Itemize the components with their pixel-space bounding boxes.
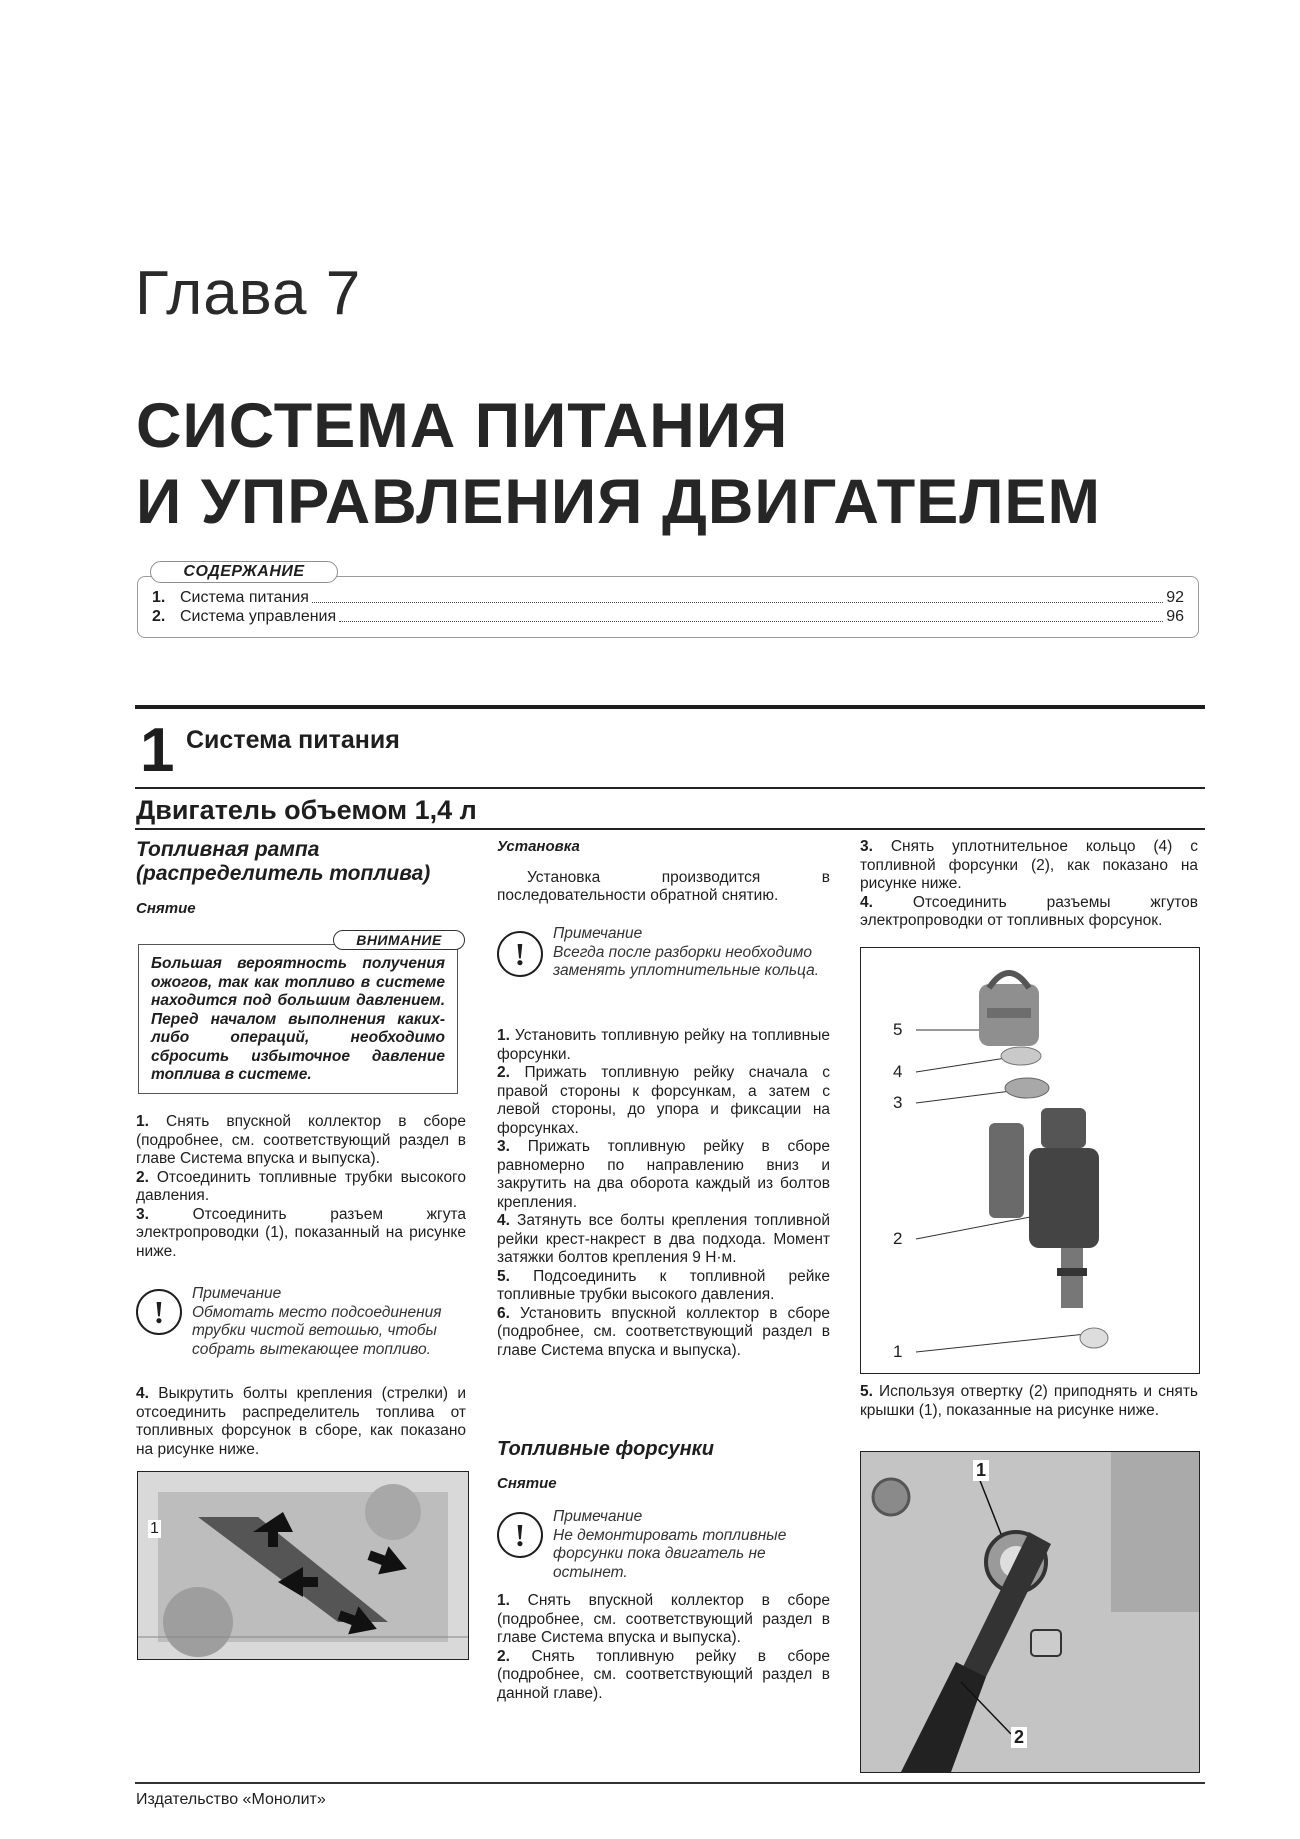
note-text (192, 1285, 467, 1359)
step-number: 1. (497, 1027, 510, 1044)
toc-item-title: Система питания (180, 589, 309, 606)
step-number: 3. (497, 1138, 510, 1155)
injector-figure (860, 947, 1200, 1374)
toc-leader-dots (312, 588, 1163, 603)
column-2-steps2 (497, 1592, 830, 1703)
column-3-step5 (860, 1383, 1198, 1420)
removal-heading: Снятие (497, 1475, 557, 1492)
step-number: 1. (497, 1592, 510, 1609)
toc-item-page: 92 (1166, 589, 1184, 606)
step-text: Установить впускной коллектор в сборе (подробнее, см. соответствующий раздел в главе Система впуска и выпуска). (497, 1304, 830, 1359)
fuel-rail-figure (137, 1471, 469, 1660)
step-text: Выкрутить болты крепления (стрелки) и отсоединить распределитель топлива от топливных форсунок в сборе, как показано на рисунке ниже. (136, 1385, 466, 1458)
chapter-title-line2: И УПРАВЛЕНИЯ ДВИГАТЕЛЕМ (136, 467, 1101, 537)
footer-publisher: Издательство «Монолит» (136, 1791, 326, 1808)
step-number: 2. (497, 1064, 510, 1081)
install-heading: Установка (497, 838, 580, 855)
section-number: 1 (140, 716, 175, 785)
note-text (553, 1508, 831, 1582)
step-text: Отсоединить разъем жгута электропроводки (1), показанный на рисунке ниже. (136, 1205, 466, 1260)
step-text: Снять уплотнительное кольцо (4) с топливной форсунки (2), как показано на рисунке ниже. (860, 838, 1198, 892)
step-text: Отсоединить разъемы жгутов электропроводки от топливных форсунок. (860, 893, 1198, 929)
step-text: Используя отвертку (2) приподнять и снять крышки (1), показанные на рисунке ниже. (860, 1383, 1198, 1419)
callout-2: 2 (1011, 1727, 1027, 1748)
removal-heading: Снятие (136, 900, 196, 917)
warning-tag: ВНИМАНИЕ (333, 930, 465, 950)
step-number: 3. (136, 1205, 149, 1223)
step-text: Снять топливную рейку в сборе (подробнее, см. соответствующий раздел в данной главе). (497, 1647, 831, 1702)
step-text: Прижать топливную рейку в сборе равномерно по направлению вниз и закрутить на два оборота каждый из болтов крепления. (497, 1138, 831, 1211)
exclamation-icon: ! (136, 1289, 182, 1335)
fuel-rail-illustration (138, 1472, 468, 1659)
warning-box (138, 944, 458, 1094)
subsection-rule (135, 828, 1205, 830)
toc-leader-dots (339, 607, 1163, 622)
note-label: Примечание (553, 1508, 643, 1525)
column-3-steps (860, 838, 1198, 931)
chapter-title (136, 388, 1216, 540)
toc-heading: СОДЕРЖАНИЕ (150, 561, 338, 583)
step-number: 3. (860, 838, 873, 855)
column-1-steps (136, 1113, 466, 1261)
step-number: 5. (860, 1383, 873, 1400)
step-text: Снять впускной коллектор в сборе (подробнее, см. соответствующий раздел в главе Система впуска и выпуска). (136, 1113, 466, 1167)
column-1-step4 (136, 1385, 466, 1459)
step-number: 2. (497, 1647, 510, 1665)
column-2-injectors (497, 1437, 830, 1494)
screwdriver-figure (860, 1451, 1200, 1773)
install-text: Установка производится в последовательности обратной снятию. (497, 868, 830, 904)
column-1-head (136, 838, 466, 919)
warning-text: Большая вероятность получения ожогов, так как топливо в системе находится под большим давлением. Перед началом выполнения каких-либо операций, необходимо сбросить избыточное давление топлива в системе. (151, 955, 445, 1083)
callout-3: 3 (893, 1093, 903, 1112)
toc-item-title: Система управления (180, 608, 337, 625)
note-label: Примечание (553, 925, 643, 942)
toc-item-number: 1. (152, 589, 166, 606)
step-text: Прижать топливную рейку сначала с правой стороны к форсункам, а затем с левой стороны, до упора и фиксации на форсунках. (497, 1064, 830, 1137)
note-body: Обмотать место подсоединения трубки чистой ветошью, чтобы собрать вытекающее топливо. (192, 1303, 442, 1358)
callout-4: 4 (893, 1062, 903, 1081)
toc-item-page: 96 (1166, 608, 1184, 625)
injector-illustration (861, 948, 1199, 1373)
callout-1: 1 (973, 1460, 989, 1481)
step-text: Установить топливную рейку на топливные форсунки. (497, 1027, 830, 1063)
step-number: 2. (136, 1168, 149, 1186)
chapter-title-line1: СИСТЕМА ПИТАНИЯ (136, 391, 789, 461)
fuel-rail-heading-line2: (распределитель топлива) (136, 862, 431, 885)
step-number: 4. (497, 1212, 510, 1229)
callout-2: 2 (893, 1229, 903, 1248)
fuel-rail-heading-line1: Топливная рампа (136, 838, 320, 861)
step-number: 4. (860, 893, 873, 911)
note-body: Всегда после разборки необходимо заменять уплотнительные кольца. (553, 943, 820, 979)
exclamation-icon: ! (497, 1512, 543, 1558)
step-text: Подсоединить к топливной рейке топливные трубки высокого давления. (497, 1267, 830, 1303)
step-number: 6. (497, 1304, 510, 1322)
note-body: Не демонтировать топливные форсунки пока двигатель не остынет. (553, 1526, 787, 1581)
callout-1: 1 (893, 1342, 903, 1361)
step-text: Затянуть все болты крепления топливной рейки крест-накрест в два подхода. Момент затяжки болтов крепления 9 Н·м. (497, 1212, 831, 1266)
screwdriver-illustration (861, 1452, 1199, 1772)
note-label: Примечание (192, 1285, 282, 1302)
figure-callout-label: 1 (150, 1520, 159, 1537)
footer-rule (135, 1782, 1205, 1784)
callout-5: 5 (893, 1020, 903, 1039)
section-title: Система питания (186, 726, 400, 754)
step-number: 4. (136, 1385, 149, 1402)
chapter-label: Глава 7 (135, 259, 362, 328)
subsection-title: Двигатель объемом 1,4 л (136, 795, 477, 825)
step-text: Снять впускной коллектор в сборе (подробнее, см. соответствующий раздел в главе Система впуска и выпуска). (497, 1592, 830, 1646)
column-2-steps (497, 1027, 830, 1360)
toc-item[interactable] (152, 588, 1184, 608)
section-rule-bottom (135, 787, 1205, 789)
toc-item-number: 2. (152, 608, 166, 625)
step-text: Отсоединить топливные трубки высокого давления. (136, 1168, 466, 1204)
step-number: 1. (136, 1113, 149, 1130)
injectors-heading: Топливные форсунки (497, 1438, 715, 1460)
column-2-install (497, 838, 830, 906)
toc-item[interactable] (152, 607, 1184, 627)
exclamation-icon: ! (497, 931, 543, 977)
note-text (553, 925, 831, 981)
section-rule-top (135, 705, 1205, 709)
step-number: 5. (497, 1267, 510, 1285)
